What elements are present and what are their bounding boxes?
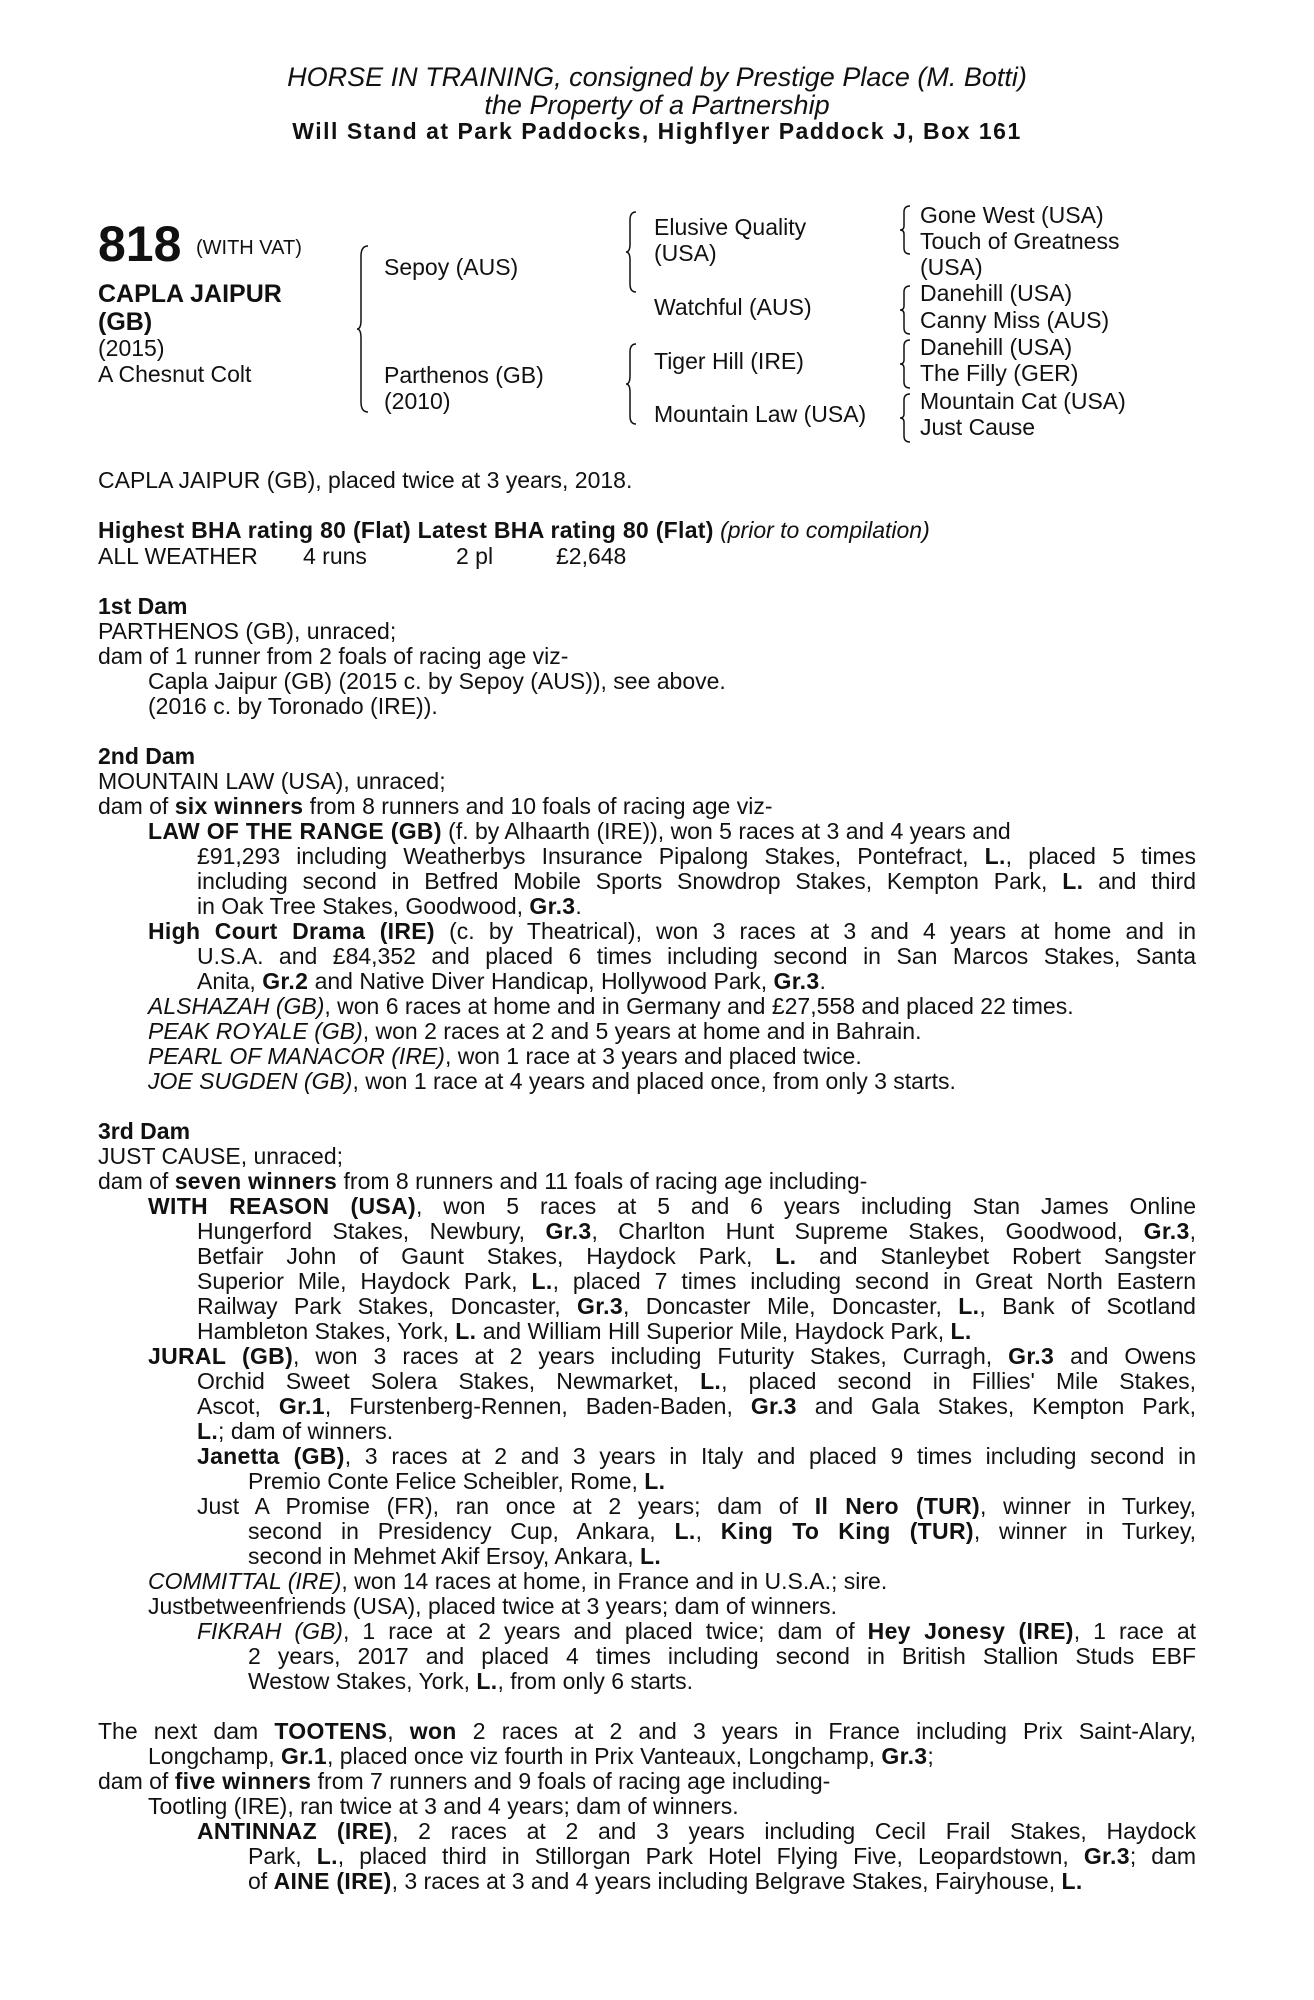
pedigree-ssd: Touch of Greatness [920,228,1120,254]
horse-year: (2015) [98,335,165,361]
produce-entry-with-reason [148,1194,1196,1219]
text: from 8 runners and 11 foals of racing age including- [337,1168,868,1194]
text: Ascot, [197,1393,279,1419]
text: and Gala Stakes, Kempton Park, [796,1393,1196,1419]
text: , winner in Turkey, [973,1518,1197,1544]
text: , Charlton Hunt Supreme Stakes, Goodwood, [591,1218,1144,1244]
text: Just A Promise (FR), ran once at 2 years; dam of [197,1493,815,1519]
horse-name: PEAK ROYALE (GB) [148,1018,363,1044]
pedigree-dam: Parthenos (GB) [384,362,544,388]
text: second in Presidency Cup, Ankara, [248,1518,675,1544]
text: , won 1 race at 3 years and placed twice. [444,1043,862,1069]
grade: L. [531,1268,553,1294]
third-dam-name: JUST CAUSE, unraced; [98,1143,344,1169]
produce-entry-pearl-of-manacor [148,1044,862,1069]
grade: Gr.3 [545,1218,592,1244]
text: , Furstenberg-Rennen, Baden-Baden, [324,1393,751,1419]
pedigree-ssd-country: (USA) [920,254,983,280]
text: Anita, [197,968,263,994]
text: ; dam of winners. [218,1418,394,1444]
next-dam-entry [98,1719,1196,1744]
first-dam-line: Capla Jaipur (GB) (2015 c. by Sepoy (AUS)), see above. [148,668,726,694]
brace-dd-parents [898,392,912,444]
pedigree-ss-country: (USA) [654,240,717,266]
pedigree-dss: Danehill (USA) [920,334,1073,360]
text: dam of [98,1168,175,1194]
text: of [248,1868,274,1894]
text: Railway Park Stakes, Doncaster, [197,1293,578,1319]
horse-name: PEARL OF MANACOR (IRE) [148,1043,445,1069]
grade: Gr.2 [262,968,309,994]
text: £91,293 including Weatherbys Insurance Pipalong Stakes, Pontefract, [197,843,985,869]
produce-entry-fikrah-cont [248,1644,1196,1694]
brace-sire-parents [624,210,638,294]
pedigree-ss: Elusive Quality [654,214,807,240]
text: The next dam [98,1718,275,1744]
horse-name: LAW OF THE RANGE (GB) [148,818,442,844]
text: , [695,1518,721,1544]
pedigree-dds: Mountain Cat (USA) [920,388,1126,414]
grade: L. [1061,1868,1083,1894]
produce-entry-just-a-promise [197,1494,1196,1519]
text: and third [1083,868,1196,894]
earnings: £2,648 [556,543,627,569]
horse-name: CAPLA JAIPUR [98,280,282,308]
horse-description: A Chesnut Colt [98,361,252,387]
text: , 3 races at 2 and 3 years in Italy and placed 9 times including second in [344,1443,1196,1469]
text: , Bank of Scotland [979,1293,1196,1319]
text: , 2 races at 2 and 3 years including Cecil Frail Stakes, Haydock [392,1818,1196,1844]
produce-entry-just-a-promise-cont [248,1519,1196,1569]
text: and Native Diver Handicap, Hollywood Park, [308,968,774,994]
horse-name: TOOTENS [274,1718,388,1744]
text: from 7 runners and 9 foals of racing age including- [311,1768,831,1794]
horse-name: High Court Drama (IRE) [148,918,435,944]
first-dam-line: dam of 1 runner from 2 foals of racing age viz- [98,643,569,669]
winners-count: seven winners [174,1168,338,1194]
text: from 8 runners and 10 foals of racing age viz- [303,793,773,819]
text: , winner in Turkey, [979,1493,1196,1519]
text: and Stanleybet Robert Sangster [796,1243,1196,1269]
produce-entry-committal [148,1569,887,1594]
surface-label: ALL WEATHER [98,543,258,569]
text: , placed second in Fillies' Mile Stakes, [721,1368,1196,1394]
text: and Owens [1054,1343,1196,1369]
pedigree-sdd: Canny Miss (AUS) [920,307,1110,333]
grade: L. [640,1543,662,1569]
text: Westow Stakes, York, [248,1668,477,1694]
grade: L. [455,1318,477,1344]
text: , from only 6 starts. [497,1668,694,1694]
next-dam-produce [98,1769,830,1794]
horse-name: WITH REASON (USA) [148,1193,416,1219]
grade: L. [775,1243,797,1269]
text: , 3 races at 3 and 4 years including Belgrave Stakes, Fairyhouse, [391,1868,1062,1894]
text: , won 2 races at 2 and 5 years at home and in Bahrain. [362,1018,922,1044]
produce-entry-fikrah [197,1619,1196,1644]
horse-name: ANTINNAZ (IRE) [197,1818,393,1844]
text: Orchid Sweet Solera Stakes, Newmarket, [197,1368,701,1394]
produce-entry-jural [148,1344,1196,1369]
grade: L. [644,1468,666,1494]
pedigree-sss: Gone West (USA) [920,202,1104,228]
produce-entry-joe-sugden [148,1069,956,1094]
grade: L. [700,1368,722,1394]
grade: Gr.3 [577,1293,623,1319]
text: and William Hill Superior Mile, Haydock Park, [476,1318,951,1344]
horse-name: FIKRAH (GB) [197,1618,343,1644]
text: , won 6 races at home and in Germany and £27,558 and placed 22 times. [324,993,1074,1019]
horse-name: JOE SUGDEN (GB) [148,1068,353,1094]
grade: L. [476,1668,498,1694]
runs-count: 4 runs [303,543,367,569]
second-dam-name: MOUNTAIN LAW (USA), unraced; [98,768,446,794]
grade: L. [958,1293,980,1319]
text: Superior Mile, Haydock Park, [197,1268,532,1294]
first-dam-line: (2016 c. by Toronado (IRE)). [148,693,438,719]
second-dam-heading: 2nd Dam [98,743,196,769]
produce-entry-jural-cont [197,1369,1196,1444]
text: 2 races at 2 and 3 years in France including Prix Saint-Alary, [456,1718,1196,1744]
text: Betfair John of Gaunt Stakes, Haydock Park, [197,1243,776,1269]
text: , Doncaster Mile, Doncaster, [622,1293,959,1319]
text: in Oak Tree Stakes, Goodwood, [197,893,530,919]
horse-name: Hey Jonesy (IRE) [867,1618,1074,1644]
grade: L. [197,1418,219,1444]
horse-name: King To King (TUR) [720,1518,974,1544]
produce-entry-law-of-the-range [148,819,1196,844]
horse-name: Il Nero (TUR) [814,1493,980,1519]
text: , placed once viz fourth in Prix Vanteaux, Longchamp, [326,1743,882,1769]
grade: L. [1062,868,1084,894]
produce-entry-antinnaz [197,1819,1196,1844]
grade: L. [674,1518,696,1544]
text: second in Mehmet Akif Ersoy, Ankara, [248,1543,641,1569]
first-dam-line: PARTHENOS (GB), unraced; [98,618,397,644]
text: (f. by Alhaarth (IRE)), won 5 races at 3 and 4 years and [441,818,1011,844]
text: , 1 race at 2 years and placed twice; dam of [342,1618,868,1644]
produce-entry-janetta [197,1444,1196,1469]
third-dam-heading: 3rd Dam [98,1118,191,1144]
grade: Gr.3 [773,968,820,994]
produce-entry-peak-royale [148,1019,921,1044]
grade: Gr.3 [529,893,576,919]
text: Park, [248,1843,317,1869]
horse-name: COMMITTAL (IRE) [148,1568,342,1594]
grade: L. [316,1843,338,1869]
text: ; [927,1743,934,1769]
text: U.S.A. and £84,352 and placed 6 times including second in San Marcos Stakes, Santa [197,943,1196,969]
text: , [387,1718,410,1744]
brace-sire-dam [356,244,370,414]
pedigree-sd: Watchful (AUS) [654,294,812,320]
produce-entry-law-of-the-range-cont: £91,293 including Weatherbys Insurance Pipalong Stakes, Pontefract, L., placed 5 times including second in Betfred Mobile Sports Snowdrop Stakes, Kempton Park, L. and third in Oak Tree Stakes, Goodwood, Gr.3. [197,843,1196,919]
brace-dam-parents [624,342,638,426]
third-dam-produce [98,1169,867,1194]
text: , won 5 races at 5 and 6 years including Stan James Online [415,1193,1196,1219]
winners-count: six winners [174,793,304,819]
pedigree-ddd: Just Cause [920,414,1036,440]
produce-entry-with-reason-cont: Hungerford Stakes, Newbury, Gr.3, Charlton Hunt Supreme Stakes, Goodwood, Gr.3, Betfair John of Gaunt Stakes, Haydock Park, L. and Stanleybet Robert Sangster Superior Mile, Haydock Park, L., placed 7 times including second in Great North Eastern Railway Park Stakes, Doncaster, Gr.3, Doncaster Mile, Doncaster, L., Bank of Scotland Hambleton Stakes, York, L. and William Hill Superior Mile, Haydock Park, L. [197,1218,1196,1344]
produce-entry-tootling: Tootling (IRE), ran twice at 3 and 4 years; dam of winners. [148,1793,739,1819]
rating-bold: Highest BHA rating 80 (Flat) Latest BHA rating 80 (Flat) [98,517,714,543]
text: , placed 5 times [1005,843,1196,869]
text: dam of [98,1768,175,1794]
horse-name: JURAL (GB) [148,1343,294,1369]
text: , won 1 race at 4 years and placed once, from only 3 starts. [352,1068,956,1094]
text: including second in Betfred Mobile Sports Snowdrop Stakes, Kempton Park, [197,868,1063,894]
pedigree-dam-year: (2010) [384,388,451,414]
pedigree-sire: Sepoy (AUS) [384,254,519,280]
rating-note: (prior to compilation) [720,517,930,543]
brace-ds-parents [898,338,912,390]
text: , placed 7 times including second in Great North Eastern [552,1268,1196,1294]
placed-count: 2 pl [456,543,494,569]
text: , 1 race at [1073,1618,1196,1644]
horse-name: AINE (IRE) [273,1868,392,1894]
consignor-line: HORSE IN TRAINING, consigned by Prestige Place (M. Botti) [287,62,1027,92]
text: (c. by Theatrical), won 3 races at 3 and 4 years at home and in [434,918,1196,944]
produce-entry-high-court-drama-cont: U.S.A. and £84,352 and placed 6 times including second in San Marcos Stakes, Santa Anita, Gr.2 and Native Diver Handicap, Hollywood Park, Gr.3. [197,943,1196,994]
text: Hungerford Stakes, Newbury, [197,1218,546,1244]
text: 2 years, 2017 and placed 4 times including second in British Stallion Studs EBF [248,1643,1196,1669]
text: won [409,1718,457,1744]
bha-rating [98,518,930,543]
text: ; dam [1129,1843,1196,1869]
horse-name: ALSHAZAH (GB) [148,993,325,1019]
grade: Gr.3 [881,1743,928,1769]
first-dam-heading: 1st Dam [98,593,188,619]
grade: Gr.3 [1143,1218,1190,1244]
horse-name: Janetta (GB) [197,1443,345,1469]
produce-entry-janetta-cont [248,1469,665,1494]
text: Premio Conte Felice Scheibler, Rome, [248,1468,645,1494]
grade: Gr.3 [750,1393,797,1419]
brace-sd-parents [898,284,912,336]
race-summary: CAPLA JAIPUR (GB), placed twice at 3 years, 2018. [98,467,633,493]
grade: Gr.1 [278,1393,325,1419]
winners-count: five winners [174,1768,312,1794]
text: Hambleton Stakes, York, [197,1318,456,1344]
grade: Gr.3 [1008,1343,1055,1369]
stand-line: Will Stand at Park Paddocks, Highflyer Paddock J, Box 161 [292,118,1022,144]
next-dam-entry-cont [148,1744,934,1769]
pedigree-sds: Danehill (USA) [920,280,1073,306]
text: , won 14 races at home, in France and in U.S.A.; sire. [341,1568,888,1594]
horse-country: (GB) [98,308,153,336]
text: Longchamp, [148,1743,281,1769]
text: dam of [98,793,175,819]
produce-entry-alshazah [148,994,1074,1019]
produce-entry-justbetweenfriends: Justbetweenfriends (USA), placed twice at 3 years; dam of winners. [148,1593,838,1619]
text: , won 3 races at 2 years including Futurity Stakes, Curragh, [293,1343,1009,1369]
pedigree-dd: Mountain Law (USA) [654,401,867,427]
property-line: the Property of a Partnership [484,90,830,120]
text: , placed third in Stillorgan Park Hotel Flying Five, Leopardstown, [337,1843,1084,1869]
pedigree-dsd: The Filly (GER) [920,360,1079,386]
second-dam-produce [98,794,772,819]
grade: L. [950,1318,972,1344]
produce-entry-high-court-drama [148,919,1196,944]
brace-ss-parents [898,204,912,256]
grade: Gr.1 [280,1743,327,1769]
vat-note: (WITH VAT) [196,237,302,259]
produce-entry-antinnaz-cont [248,1844,1196,1894]
grade: Gr.3 [1083,1843,1130,1869]
pedigree-ds: Tiger Hill (IRE) [654,348,804,374]
lot-number: 818 [98,216,182,272]
grade: L. [984,843,1006,869]
